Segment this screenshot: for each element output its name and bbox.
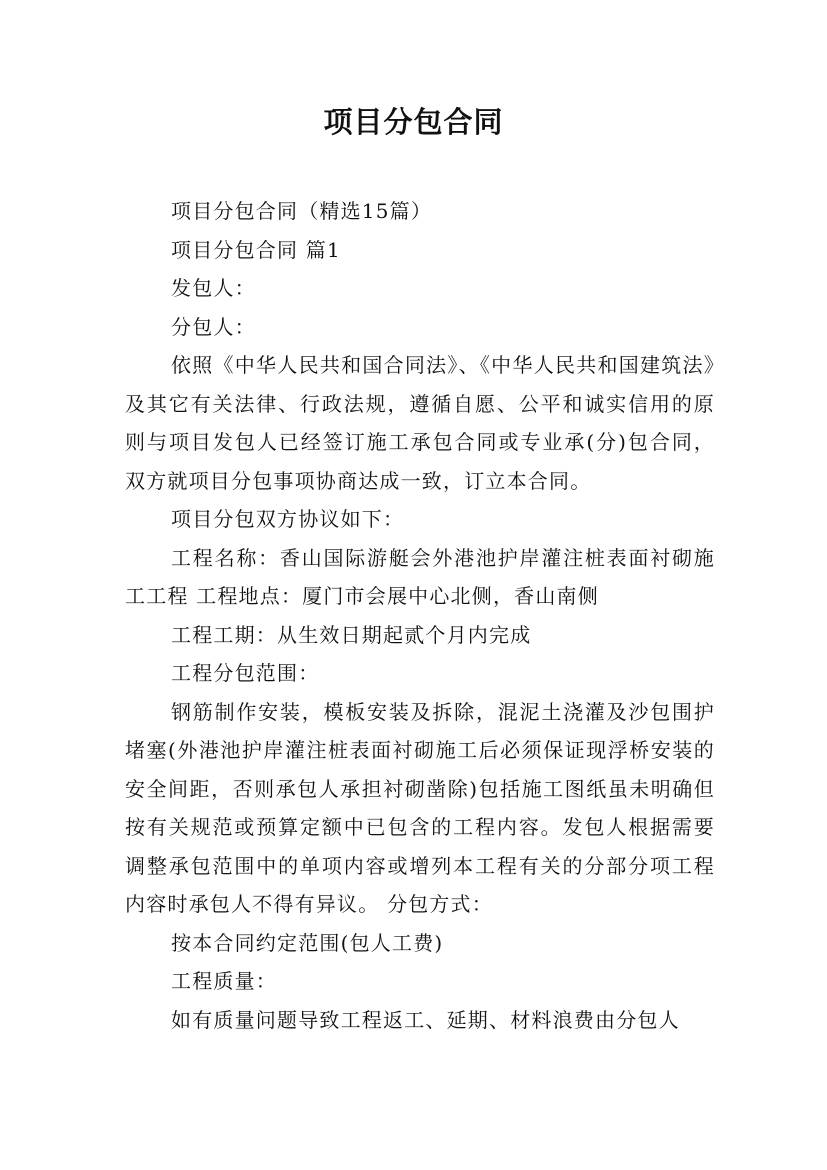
paragraph-method: 按本合同约定范围(包人工费) bbox=[171, 930, 444, 955]
document-title: 项目分包合同 bbox=[323, 105, 504, 139]
paragraph-agreement-intro: 项目分包双方协议如下： bbox=[171, 507, 405, 531]
paragraph-employer: 发包人： bbox=[171, 276, 256, 300]
paragraph-quality-heading: 工程质量： bbox=[171, 969, 277, 993]
paragraph-section-heading: 项目分包合同 篇1 bbox=[171, 237, 341, 262]
paragraph-scope-detail: 钢筋制作安装，模板安装及拆除，混泥土浇灌及沙包围护堵塞(外港池护岸灌注桩表面衬砌施工后必须保证现浮桥安装的安全间距，否则承包人承担衬砌凿除)包括施工图纸虽未明确但按有关规范或预算定额中已包含的工程内容。发包人根据需要调整承包范围中的单项内容或增列本工程有关的分部分项工程内容时承包人不得有异议。 分包方式： bbox=[125, 699, 715, 916]
paragraph-basis: 依照《中华人民共和国合同法》、《中华人民共和国建筑法》及其它有关法律、行政法规，遵循自愿、公平和诚实信用的原则与项目发包人已经签订施工承包合同或专业承(分)包合同，双方就项目分包事项协商达成一致，订立本合同。 bbox=[125, 353, 715, 493]
paragraph-scope-heading: 工程分包范围： bbox=[171, 661, 320, 685]
paragraph-quality-detail: 如有质量问题导致工程返工、延期、材料浪费由分包人 bbox=[171, 1007, 680, 1032]
paragraph-subtitle: 项目分包合同（精选15篇） bbox=[171, 199, 433, 223]
paragraph-project-name: 工程名称：香山国际游艇会外港池护岸灌注桩表面衬砌施工工程 工程地点：厦门市会展中心北侧，香山南侧 bbox=[125, 545, 715, 608]
paragraph-subcontractor: 分包人： bbox=[171, 314, 256, 339]
paragraph-duration: 工程工期：从生效日期起贰个月内完成 bbox=[171, 622, 532, 647]
document-body bbox=[125, 192, 715, 1039]
